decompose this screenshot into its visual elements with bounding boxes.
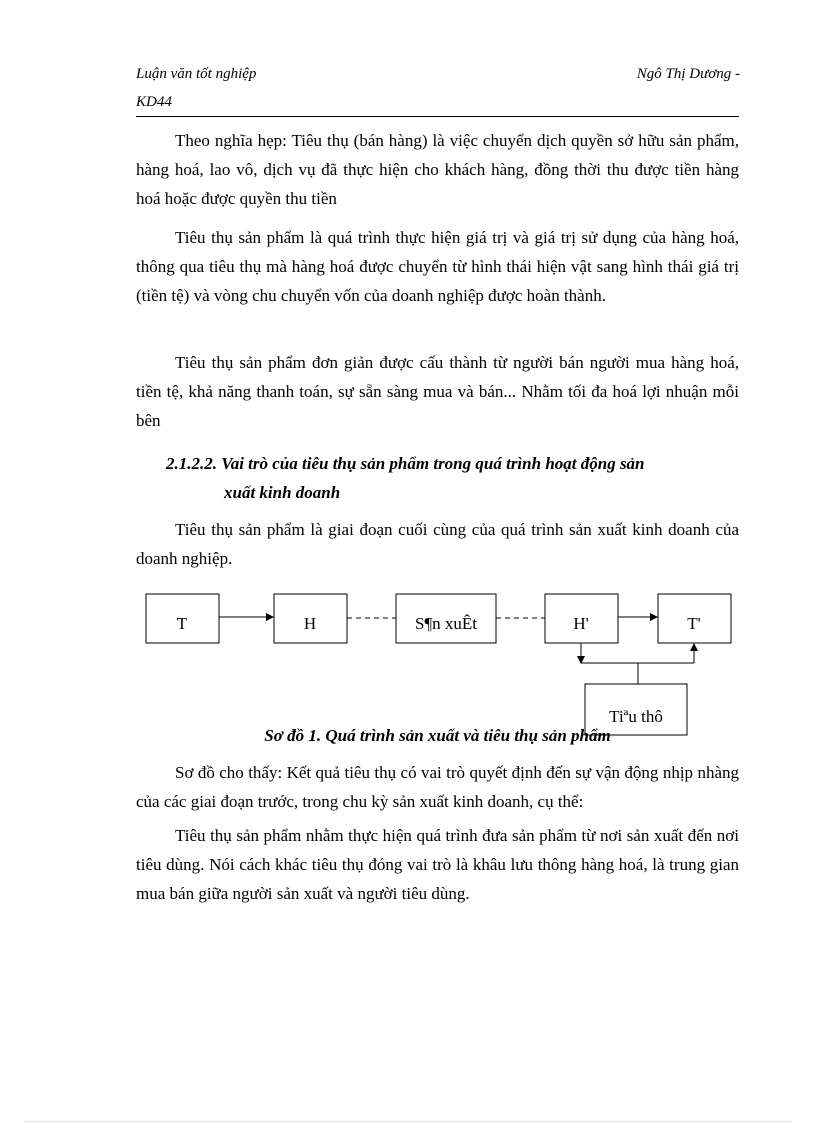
- paragraph-narrow-definition: Theo nghĩa hẹp: Tiêu thụ (bán hàng) là việc chuyển dịch quyền sở hữu sản phẩm, hàng hoá, lao vô, dịch vụ đã thực hiện cho khách hàng, đồng thời thu được tiền hàng hoá hoặc được quyền thu tiền: [136, 131, 739, 208]
- header-class-code: KD44: [136, 94, 172, 110]
- header-author: Ngô Thị Dương -: [636, 66, 740, 82]
- header-thesis-label: Luận văn tốt nghiệp: [136, 66, 257, 82]
- box-h-label: H: [303, 614, 317, 633]
- box-t-label: T: [176, 614, 188, 633]
- box-production-label: S¶n xuÊt: [414, 614, 478, 633]
- paragraph-diagram-explanation: Sơ đồ cho thấy: Kết quả tiêu thụ có vai trò quyết định đến sự vận động nhịp nhàng của các giai đoạn trước, trong chu kỳ sản xuất kinh doanh, cụ thể:: [136, 763, 739, 811]
- paragraph-value-realization: Tiêu thụ sản phẩm là quá trình thực hiện giá trị và giá trị sử dụng của hàng hoá, thông qua tiêu thụ mà hàng hoá được chuyển từ hình thái hiện vật sang hình thái giá trị (tiền tệ) và vòng chu chuyển vốn của doanh nghiệp được hoàn thành.: [136, 228, 739, 305]
- section-heading-line2: xuất kinh doanh: [224, 483, 341, 502]
- paragraph-components: Tiêu thụ sản phẩm đơn giản được cấu thành từ người bán người mua hàng hoá, tiền tệ, khả năng thanh toán, sự sẵn sàng mua và bán... Nhằm tối đa hoá lợi nhuận mỗi bên: [136, 353, 739, 430]
- box-h-prime-label: H': [573, 614, 589, 633]
- box-consumption-label: Tiªu thô: [609, 707, 663, 726]
- diagram-caption: Sơ đồ 1. Quá trình sản xuất và tiêu thụ sản phẩm: [264, 726, 611, 745]
- section-heading-line1: 2.1.2.2. Vai trò của tiêu thụ sản phẩm trong quá trình hoạt động sản: [166, 454, 645, 473]
- page-bottom-border: [24, 1121, 792, 1122]
- paragraph-final-stage: Tiêu thụ sản phẩm là giai đoạn cuối cùng của quá trình sản xuất kinh doanh của doanh nghiệp.: [136, 520, 739, 568]
- paragraph-distribution-role: Tiêu thụ sản phẩm nhằm thực hiện quá trình đưa sản phẩm từ nơi sản xuất đến nơi tiêu dùng. Nói cách khác tiêu thụ đóng vai trò là khâu lưu thông hàng hoá, là trung gian mua bán giữa người sản xuất và người tiêu dùng.: [136, 826, 739, 903]
- box-t-prime-label: T': [687, 614, 701, 633]
